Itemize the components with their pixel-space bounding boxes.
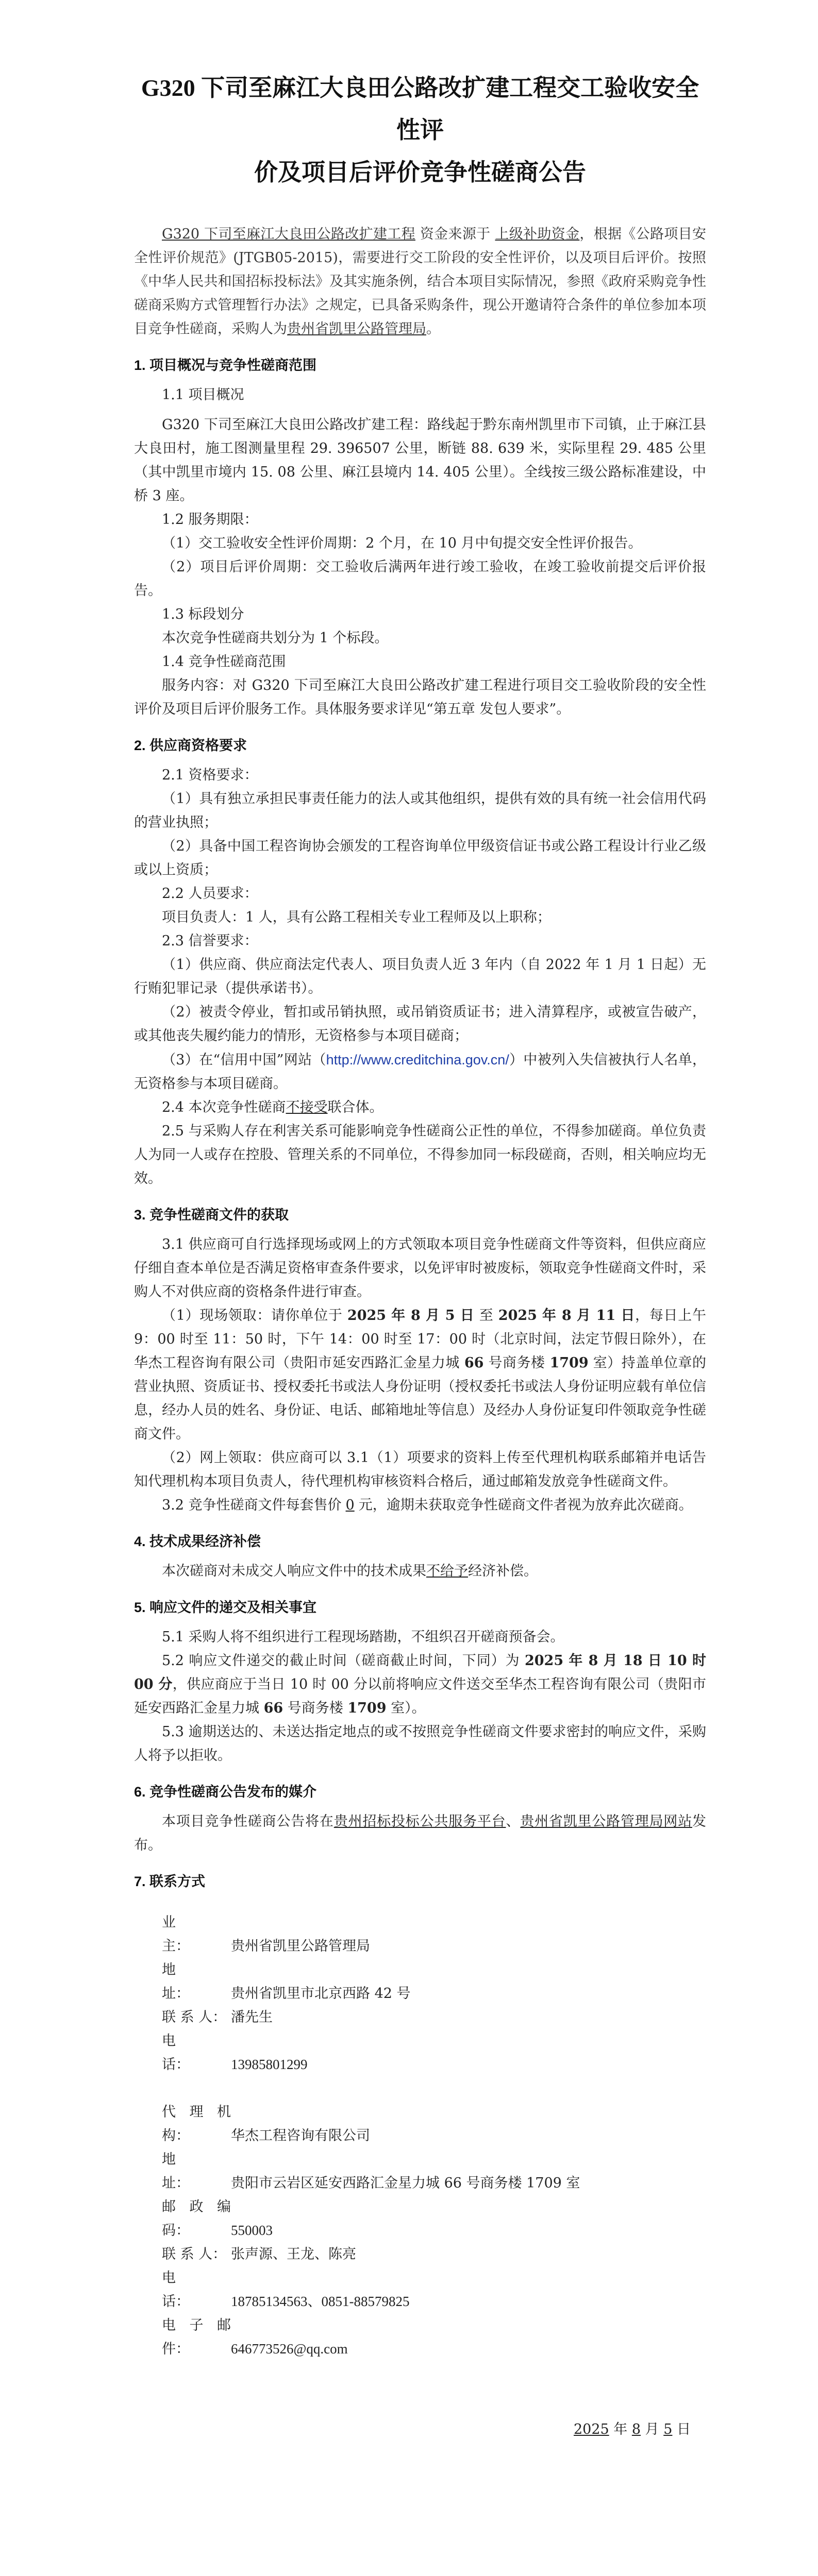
intro-paragraph: G320 下司至麻江大良田公路改扩建工程 资金来源于 上级补助资金，根据《公路项目安全性评价规范》(JTGB05-2015)，需要进行交工阶段的安全性评价，以及项目后评价。按照《中华人民共和国招标投标法》及其实施条例，结合本项目实际情况，参照《政府采购竞争性磋商采购方式管理暂行办法》之规定，已具备采购条件，现公开邀请符合条件的单位参加本项目竞争性磋商，采购人为贵州省凯里公路管理局。	[134, 226, 706, 337]
agency-contact-block	[134, 2100, 706, 2361]
subheading-2-3: 2.3 信誉要求：	[162, 933, 258, 949]
scope-text: 服务内容：对 G320 下司至麻江大良田公路改扩建工程进行项目交工验收阶段的安全性评价及项目后评价服务工作。具体服务要求详见“第五章 发包人要求”。	[134, 677, 706, 717]
section-5-heading: 5. 响应文件的递交及相关事宜	[134, 1600, 317, 1615]
project-overview-text: G320 下司至麻江大良田公路改扩建工程：路线起于黔东南州凯里市下司镇，止于麻江县大良田村，施工图测量里程 29. 396507 公里，断链 88. 639 米，实际里程 29. 485 公里（其中凯里市境内 15. 08 公里、麻江县境内 14. 405 公里）。全线按三级公路标准建设，中桥 3 座。	[134, 417, 706, 504]
document-price-text: 3.2 竞争性磋商文件每套售价 0 元，逾期未获取竞争性磋商文件者视为放弃此次磋商。	[162, 1497, 693, 1513]
owner-phone-row: 电 话： 13985801299	[162, 2033, 308, 2073]
subheading-1-1: 1.1 项目概况	[162, 387, 244, 403]
credit-requirement-1: （1）供应商、供应商法定代表人、项目负责人近 3 年内（自 2022 年 1 月 1 日起）无行贿犯罪记录（提供承诺书）。	[134, 957, 706, 996]
qualification-1: （1）具有独立承担民事责任能力的法人或其他组织，提供有效的具有统一社会信用代码的营业执照；	[134, 791, 706, 831]
subheading-2-1: 2.1 资格要求：	[162, 767, 258, 783]
agency-phone-row: 电 话： 18785134563、0851-88579825	[162, 2270, 410, 2310]
site-visit-text: 5.1 采购人将不组织进行工程现场踏勘，不组织召开磋商预备会。	[162, 1629, 564, 1645]
title-line-1: G320 下司至麻江大良田公路改扩建工程交工验收安全性评	[141, 75, 699, 143]
document-title	[134, 67, 706, 194]
onsite-collection-text: （1）现场领取：请你单位于 2025 年 8 月 5 日 至 2025 年 8 月 11 日，每日上午 9：00 时至 11：50 时，下午 14：00 时至 17：00 时（北京时间，法定节假日除外），在华杰工程咨询有限公司（贵阳市延安西路汇金星力城 66 号商务楼 1709 室）持盖单位章的营业执照、资质证书、授权委托书或法人身份证明（授权委托书或法人身份证明应载有单位信息，经办人员的姓名、身份证、电话、邮箱地址等信息）及经办人身份证复印件领取竞争性磋商文件。	[134, 1308, 706, 1442]
service-period-2: （2）项目后评价周期：交工验收后满两年进行竣工验收，在竣工验收前提交后评价报告。	[134, 559, 706, 599]
media-bureau-website-link[interactable]: 贵州省凯里公路管理局网站	[520, 1814, 693, 1829]
subheading-1-2: 1.2 服务期限：	[162, 512, 258, 528]
media-platform-link[interactable]: 贵州招标投标公共服务平台	[333, 1814, 506, 1829]
title-line-2: 价及项目后评价竞争性磋商公告	[254, 159, 586, 185]
section-2-heading: 2. 供应商资格要求	[134, 738, 247, 753]
service-period-1: （1）交工验收安全性评价周期：2 个月，在 10 月中旬提交安全性评价报告。	[162, 535, 642, 551]
subheading-2-2: 2.2 人员要求：	[162, 886, 258, 902]
credit-requirement-2: （2）被责令停业，暂扣或吊销执照，或吊销资质证书；进入清算程序，或被宣告破产，或其他丧失履约能力的情形，无资格参与本项目磋商；	[134, 1004, 706, 1044]
compensation-not-given: 不给予	[426, 1563, 468, 1579]
intro-fund-source: 上级补助资金	[495, 226, 580, 242]
consortium-rule: 2.4 本次竞争性磋商不接受联合体。	[162, 1099, 383, 1115]
conflict-of-interest-rule: 2.5 与采购人存在利害关系可能影响竞争性磋商公正性的单位，不得参加磋商。单位负责人为同一人或存在控股、管理关系的不同单位，不得参加同一标段磋商，否则，相关响应均无效。	[134, 1123, 706, 1187]
obtain-documents-text: 3.1 供应商可自行选择现场或网上的方式领取本项目竞争性磋商文件等资料，但供应商应仔细自查本单位是否满足资格审查条件要求，以免评审时被废标，领取竞争性磋商文件时，采购人不对供应商的资格条件进行审查。	[134, 1236, 706, 1300]
subheading-1-4: 1.4 竞争性磋商范围	[162, 654, 286, 670]
creditchina-link[interactable]: http://www.creditchina.gov.cn/	[326, 1052, 509, 1067]
document-price-value: 0	[345, 1497, 355, 1513]
agency-email-link[interactable]: 646773526@qq.com	[231, 2341, 348, 2357]
agency-postcode-row: 邮政编码： 550003	[162, 2199, 273, 2239]
credit-requirement-3: （3）在“信用中国”网站（http://www.creditchina.gov.cn/）中被列入失信被执行人名单，无资格参与本项目磋商。	[134, 1052, 706, 1092]
compensation-text: 本次磋商对未成交人响应文件中的技术成果不给予经济补偿。	[162, 1563, 538, 1579]
publication-media-text: 本项目竞争性磋商公告将在贵州招标投标公共服务平台、贵州省凯里公路管理局网站发布。	[134, 1814, 707, 1853]
announcement-date: 2025 年 8 月 5 日	[573, 2421, 691, 2437]
owner-row: 业 主： 贵州省凯里公路管理局	[162, 1914, 370, 1954]
agency-contact-row: 联 系 人： 张声源、王龙、陈亮	[162, 2246, 356, 2262]
announcement-document	[134, 0, 706, 2442]
subheading-1-3: 1.3 标段划分	[162, 606, 244, 622]
submission-deadline-text: 5.2 响应文件递交的截止时间（磋商截止时间，下同）为 2025 年 8 月 18 日 10 时 00 分，供应商应于当日 10 时 00 分以前将响应文件送交至华杰工程咨询有限公司（贵阳市延安西路汇金星力城 66 号商务楼 1709 室）。	[134, 1653, 706, 1716]
late-submission-text: 5.3 逾期送达的、未送达指定地点的或不按照竞争性磋商文件要求密封的响应文件，采购人将予以拒收。	[134, 1724, 706, 1764]
intro-purchaser: 贵州省凯里公路管理局	[287, 321, 426, 337]
owner-contact-row: 联 系 人： 潘先生	[162, 2009, 273, 2025]
agency-email-row: 电子邮件： 646773526@qq.com	[162, 2317, 348, 2357]
personnel-requirement: 项目负责人：1 人，具有公路工程相关专业工程师及以上职称；	[162, 909, 551, 925]
section-6-heading: 6. 竞争性磋商公告发布的媒介	[134, 1784, 317, 1800]
section-7-heading: 7. 联系方式	[134, 1874, 206, 1889]
owner-contact-block	[134, 1911, 706, 2077]
owner-address-row: 地 址： 贵州省凯里市北京西路 42 号	[162, 1962, 411, 2002]
qualification-2: （2）具备中国工程咨询协会颁发的工程咨询单位甲级资信证书或公路工程设计行业乙级或以上资质；	[134, 838, 706, 878]
lot-division-text: 本次竞争性磋商共划分为 1 个标段。	[162, 630, 389, 646]
section-1-heading: 1. 项目概况与竞争性磋商范围	[134, 358, 317, 373]
section-4-heading: 4. 技术成果经济补偿	[134, 1534, 261, 1549]
online-collection-text: （2）网上领取：供应商可以 3.1（1）项要求的资料上传至代理机构联系邮箱并电话告知代理机构本项目负责人，待代理机构审核资料合格后，通过邮箱发放竞争性磋商文件。	[134, 1450, 706, 1489]
section-3-heading: 3. 竞争性磋商文件的获取	[134, 1207, 289, 1223]
agency-row: 代理机构： 华杰工程咨询有限公司	[162, 2104, 370, 2144]
agency-address-row: 地 址： 贵阳市云岩区延安西路汇金星力城 66 号商务楼 1709 室	[162, 2151, 580, 2191]
intro-project-name: G320 下司至麻江大良田公路改扩建工程	[162, 226, 415, 242]
consortium-not-accepted: 不接受	[286, 1099, 328, 1115]
